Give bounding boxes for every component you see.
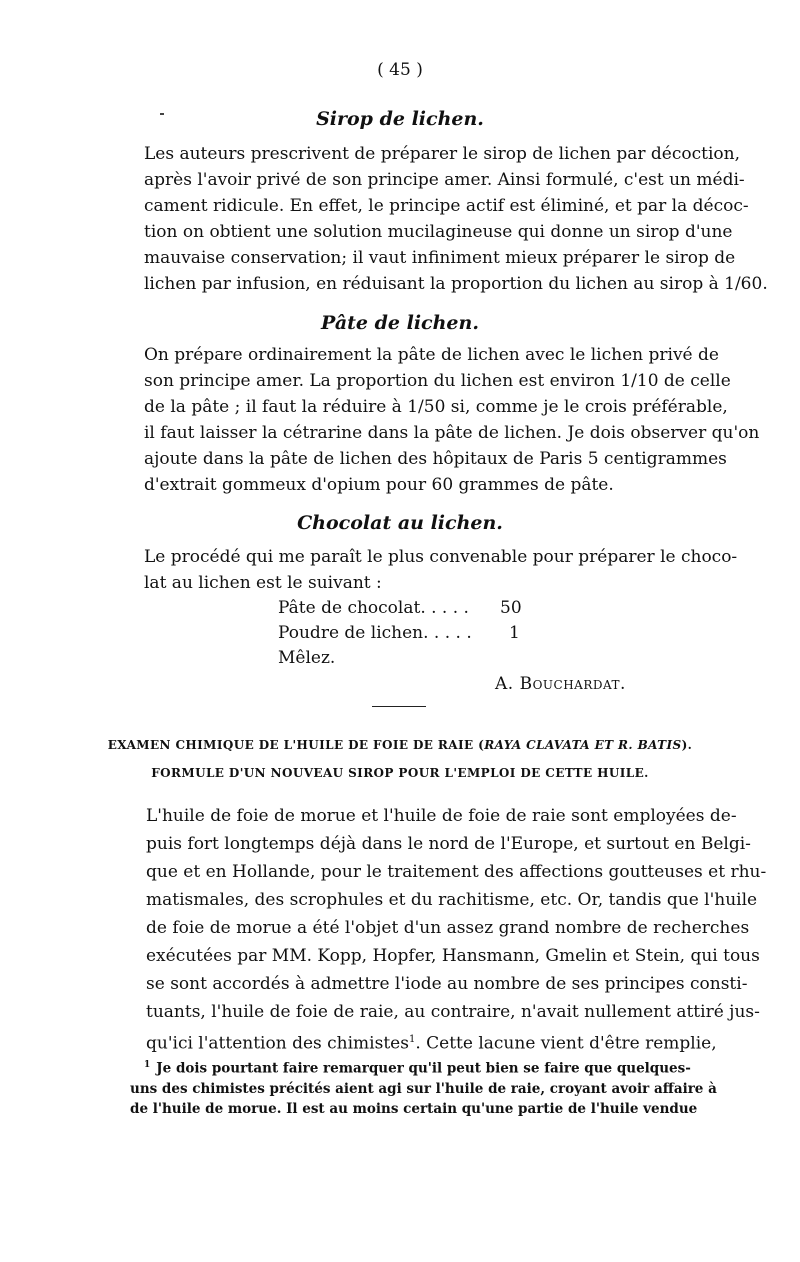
section-title-line1 <box>0 738 800 752</box>
heading-pate: Pâte de lichen. <box>321 312 479 334</box>
text-line: de la pâte ; il faut la réduire à 1/50 si, comme je le crois préférable, <box>144 397 728 417</box>
text-line: que et en Hollande, pour le traitement des affections goutteuses et rhu- <box>146 862 767 882</box>
paragraph-pate <box>144 342 760 498</box>
text-line: son principe amer. La proportion du lichen est environ 1/10 de celle <box>144 371 731 391</box>
author-signature: A. Bouchardat. <box>495 674 626 694</box>
page-number: ( 45 ) <box>377 60 423 80</box>
text-line <box>146 1026 717 1058</box>
section-title-line2: FORMULE D'UN NOUVEAU SIROP POUR L'EMPLOI DE CETTE HUILE. <box>151 766 649 780</box>
paragraph-sirop <box>144 141 768 297</box>
text-line: matismales, des scrophules et du rachitisme, etc. Or, tandis que l'huile <box>146 890 758 910</box>
recipe-quantity: 1 <box>509 623 520 643</box>
heading-chocolat: Chocolat au lichen. <box>297 512 503 534</box>
footnote-ref[interactable]: 1 <box>408 1034 416 1045</box>
title-species: RAYA CLAVATA ET R. BATIS <box>484 738 682 752</box>
recipe-quantity: 50 <box>500 598 522 618</box>
footnote <box>130 1055 717 1119</box>
recipe-ingredient: Pâte de chocolat. . . . . <box>278 598 469 618</box>
text-line: Le procédé qui me paraît le plus convenable pour préparer le choco- <box>144 547 738 567</box>
text-line: d'extrait gommeux d'opium pour 60 grammes de pâte. <box>144 475 614 495</box>
text-line: L'huile de foie de morue et l'huile de foie de raie sont employées de- <box>146 806 737 826</box>
text-line: se sont accordés à admettre l'iode au nombre de ses principes consti- <box>146 974 748 994</box>
title-text-end: ). <box>681 738 693 752</box>
footnote-line: de l'huile de morue. Il est au moins certain qu'une partie de l'huile vendue <box>130 1100 698 1117</box>
text-line: lichen par infusion, en réduisant la proportion du lichen au sirop à 1/60. <box>144 274 768 294</box>
text-line: il faut laisser la cétrarine dans la pâte de lichen. Je dois observer qu'on <box>144 423 760 443</box>
paragraph-examen <box>146 802 767 1058</box>
paragraph-chocolat <box>144 544 738 596</box>
text-line: de foie de morue a été l'objet d'un assez grand nombre de recherches <box>146 918 750 938</box>
heading-sirop: Sirop de lichen. <box>316 108 484 130</box>
text-fragment: qu'ici l'attention des chimistes <box>146 1033 409 1054</box>
text-line: ajoute dans la pâte de lichen des hôpitaux de Paris 5 centigrammes <box>144 449 727 469</box>
text-line: cament ridicule. En effet, le principe actif est éliminé, et par la décoc- <box>144 196 749 216</box>
recipe-ingredient: Poudre de lichen. . . . . <box>278 623 472 643</box>
text-line: exécutées par MM. Kopp, Hopfer, Hansmann, Gmelin et Stein, qui tous <box>146 946 760 966</box>
text-line: mauvaise conservation; il vaut infiniment mieux préparer le sirop de <box>144 248 736 268</box>
recipe-row <box>278 621 472 646</box>
text-line: tuants, l'huile de foie de raie, au contraire, n'avait nullement attiré jus- <box>146 1002 760 1022</box>
text-line: puis fort longtemps déjà dans le nord de l'Europe, et surtout en Belgi- <box>146 834 751 854</box>
title-text: EXAMEN CHIMIQUE DE L'HUILE DE FOIE DE RAIE ( <box>107 738 485 752</box>
text-line: Les auteurs prescrivent de préparer le sirop de lichen par décoction, <box>144 144 740 164</box>
recipe-row <box>278 596 469 621</box>
text-line: On prépare ordinairement la pâte de lichen avec le lichen privé de <box>144 345 719 365</box>
recipe-instruction: Mêlez. <box>278 648 336 668</box>
section-divider <box>372 706 426 707</box>
text-line: après l'avoir privé de son principe amer. Ainsi formulé, c'est un médi- <box>144 170 745 190</box>
footnote-text: Je dois pourtant faire remarquer qu'il peut bien se faire que quelques- <box>156 1060 691 1077</box>
text-line: lat au lichen est le suivant : <box>144 573 382 593</box>
text-fragment: . Cette lacune vient d'être remplie, <box>415 1033 717 1054</box>
text-line: tion on obtient une solution mucilagineuse qui donne un sirop d'une <box>144 222 733 242</box>
footnote-line: uns des chimistes précités aient agi sur l'huile de raie, croyant avoir affaire à <box>130 1080 717 1097</box>
footnote-line <box>130 1055 691 1079</box>
footnote-marker: 1 <box>144 1060 151 1070</box>
